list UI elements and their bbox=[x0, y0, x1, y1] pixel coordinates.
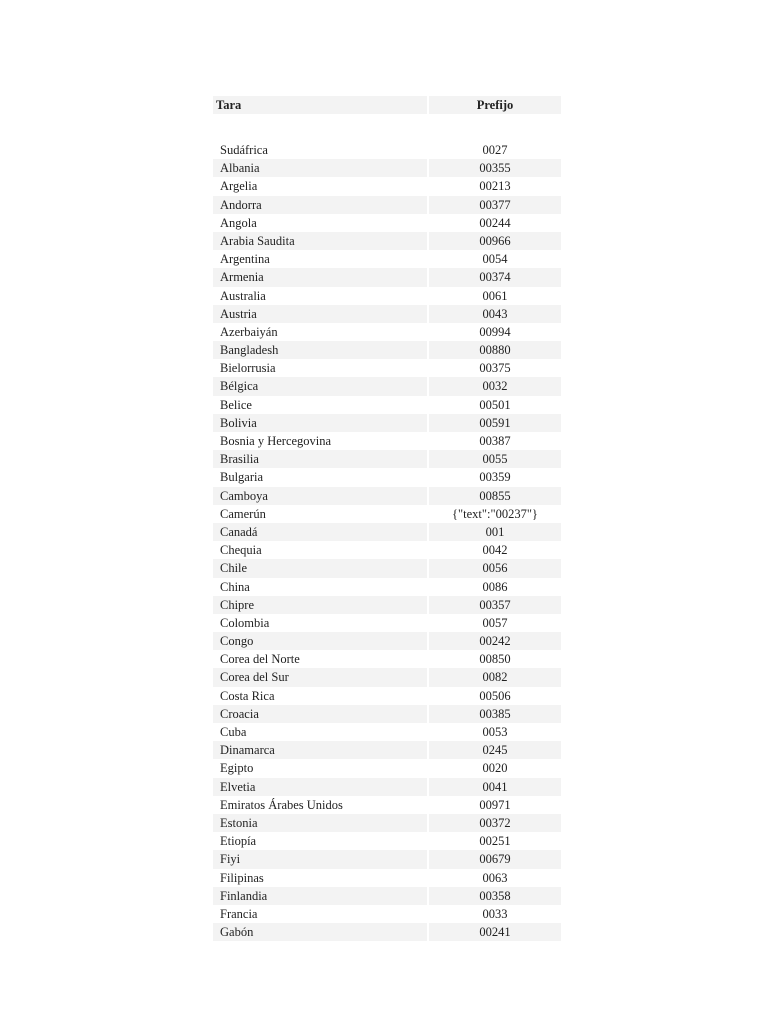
country-cell: Fiyi bbox=[213, 850, 427, 868]
prefix-cell: 00372 bbox=[429, 814, 561, 832]
prefix-cell: 00966 bbox=[429, 232, 561, 250]
prefix-cell: 00241 bbox=[429, 923, 561, 941]
prefix-cell: 00880 bbox=[429, 341, 561, 359]
table-row bbox=[213, 523, 561, 541]
table-row bbox=[213, 923, 561, 941]
table-row bbox=[213, 759, 561, 777]
prefix-cell: 00994 bbox=[479, 324, 511, 339]
prefix-cell: {"text":"00237"} bbox=[452, 506, 538, 521]
header-prefix: Prefijo bbox=[429, 96, 561, 114]
table-row bbox=[213, 869, 561, 887]
prefix-cell: 0086 bbox=[482, 579, 508, 594]
country-cell: Arabia Saudita bbox=[213, 232, 427, 250]
prefix-cell: 0042 bbox=[482, 543, 508, 558]
prefix-cell: 0027 bbox=[482, 143, 508, 157]
country-prefix-table bbox=[213, 96, 561, 941]
prefix-cell: 0020 bbox=[482, 761, 508, 776]
table-row bbox=[213, 905, 561, 923]
prefix-cell: 00357 bbox=[429, 596, 561, 614]
table-row bbox=[213, 232, 561, 250]
country-cell: Camboya bbox=[213, 487, 427, 505]
prefix-cell: 0053 bbox=[482, 725, 508, 739]
table-row bbox=[213, 468, 561, 486]
table-row bbox=[213, 414, 561, 432]
country-cell: Cuba bbox=[220, 725, 247, 739]
prefix-cell: 00385 bbox=[429, 705, 561, 723]
country-cell: Corea del Norte bbox=[220, 652, 300, 667]
country-cell: Filipinas bbox=[220, 870, 264, 885]
country-cell: Sudáfrica bbox=[220, 143, 268, 157]
prefix-cell: 00591 bbox=[429, 414, 561, 432]
table-row bbox=[213, 650, 561, 668]
prefix-cell: 001 bbox=[429, 523, 561, 541]
country-cell: Elvetia bbox=[213, 778, 427, 796]
table-row bbox=[213, 450, 561, 468]
prefix-cell: 0054 bbox=[482, 252, 508, 267]
header-spacer bbox=[213, 114, 561, 141]
table-row bbox=[213, 796, 561, 814]
prefix-cell: 00971 bbox=[479, 797, 511, 812]
prefix-cell: 0061 bbox=[482, 288, 508, 303]
table-row bbox=[213, 541, 561, 559]
prefix-cell: 00359 bbox=[479, 470, 511, 485]
table-row bbox=[213, 741, 561, 759]
prefix-cell: 0063 bbox=[482, 870, 508, 885]
country-cell: Angola bbox=[220, 215, 257, 230]
country-cell: Croacia bbox=[213, 705, 427, 723]
country-cell: Albania bbox=[213, 159, 427, 177]
table-row bbox=[213, 578, 561, 596]
prefix-cell: 0043 bbox=[429, 305, 561, 323]
country-cell: Emiratos Árabes Unidos bbox=[220, 797, 343, 812]
table-row bbox=[213, 359, 561, 377]
country-cell: Azerbaiyán bbox=[220, 324, 278, 339]
table-row bbox=[213, 687, 561, 705]
table-row bbox=[213, 596, 561, 614]
prefix-cell: 00377 bbox=[429, 196, 561, 214]
country-cell: Canadá bbox=[213, 523, 427, 541]
table-row bbox=[213, 268, 561, 286]
country-cell: Camerún bbox=[220, 506, 266, 521]
table-row bbox=[213, 287, 561, 305]
table-row bbox=[213, 323, 561, 341]
country-cell: Costa Rica bbox=[220, 688, 275, 703]
country-cell: Estonia bbox=[213, 814, 427, 832]
country-cell: China bbox=[220, 579, 250, 594]
prefix-cell: 00850 bbox=[479, 652, 511, 667]
prefix-cell: 00358 bbox=[429, 887, 561, 905]
country-cell: Gabón bbox=[213, 923, 427, 941]
prefix-cell: 00213 bbox=[479, 179, 511, 194]
table-row bbox=[213, 396, 561, 414]
country-cell: Chequia bbox=[220, 543, 262, 558]
prefix-cell: 0082 bbox=[429, 668, 561, 686]
prefix-cell: 0057 bbox=[482, 615, 508, 630]
country-cell: Chile bbox=[213, 559, 427, 577]
table-row bbox=[213, 177, 561, 195]
table-row bbox=[213, 668, 561, 686]
country-cell: Egipto bbox=[220, 761, 254, 776]
prefix-cell: 00375 bbox=[479, 361, 511, 376]
table-row bbox=[213, 377, 561, 395]
prefix-cell: 0041 bbox=[429, 778, 561, 796]
country-cell: Armenia bbox=[213, 268, 427, 286]
prefix-cell: 00506 bbox=[479, 688, 511, 703]
table-row bbox=[213, 887, 561, 905]
prefix-cell: 00855 bbox=[429, 487, 561, 505]
table-row bbox=[213, 159, 561, 177]
prefix-cell: 00501 bbox=[479, 397, 511, 412]
country-cell: Bangladesh bbox=[213, 341, 427, 359]
country-cell: Congo bbox=[213, 632, 427, 650]
country-cell: Bielorrusia bbox=[220, 361, 276, 376]
table-row bbox=[213, 250, 561, 268]
table-header bbox=[213, 96, 561, 114]
table-row bbox=[213, 632, 561, 650]
country-cell: Finlandia bbox=[213, 887, 427, 905]
header-country: Tara bbox=[213, 96, 427, 114]
prefix-cell: 0033 bbox=[482, 906, 508, 921]
country-cell: Australia bbox=[220, 288, 266, 303]
prefix-cell: 00251 bbox=[479, 834, 511, 849]
table-row bbox=[213, 141, 561, 159]
table-row bbox=[213, 432, 561, 450]
table-row bbox=[213, 850, 561, 868]
prefix-cell: 00244 bbox=[479, 215, 511, 230]
table-row bbox=[213, 723, 561, 741]
table-row bbox=[213, 487, 561, 505]
prefix-cell: 00242 bbox=[429, 632, 561, 650]
table-body bbox=[213, 141, 561, 941]
prefix-cell: 0032 bbox=[429, 377, 561, 395]
country-cell: Chipre bbox=[213, 596, 427, 614]
country-cell: Francia bbox=[220, 906, 258, 921]
table-row bbox=[213, 341, 561, 359]
country-cell: Colombia bbox=[220, 615, 270, 630]
prefix-cell: 00355 bbox=[429, 159, 561, 177]
country-cell: Corea del Sur bbox=[213, 668, 427, 686]
country-cell: Austria bbox=[213, 305, 427, 323]
table-row bbox=[213, 705, 561, 723]
table-row bbox=[213, 196, 561, 214]
country-cell: Andorra bbox=[213, 196, 427, 214]
country-cell: Brasilia bbox=[213, 450, 427, 468]
prefix-cell: 0245 bbox=[429, 741, 561, 759]
country-cell: Bosnia y Hercegovina bbox=[220, 434, 332, 448]
table-row bbox=[213, 559, 561, 577]
table-row bbox=[213, 778, 561, 796]
country-cell: Bolivia bbox=[213, 414, 427, 432]
country-cell: Bélgica bbox=[213, 377, 427, 395]
country-cell: Etiopía bbox=[220, 834, 257, 849]
country-cell: Dinamarca bbox=[213, 741, 427, 759]
country-cell: Argelia bbox=[220, 179, 258, 194]
country-cell: Belice bbox=[220, 397, 252, 412]
table-row bbox=[213, 505, 561, 523]
country-cell: Argentina bbox=[220, 252, 270, 267]
prefix-cell: 0056 bbox=[429, 559, 561, 577]
table-row bbox=[213, 305, 561, 323]
prefix-cell: 0055 bbox=[429, 450, 561, 468]
table-row bbox=[213, 214, 561, 232]
prefix-cell: 00679 bbox=[429, 850, 561, 868]
table-row bbox=[213, 814, 561, 832]
country-cell: Bulgaria bbox=[220, 470, 264, 485]
table-row bbox=[213, 832, 561, 850]
table-row bbox=[213, 614, 561, 632]
prefix-cell: 00374 bbox=[429, 268, 561, 286]
prefix-cell: 00387 bbox=[479, 434, 511, 448]
